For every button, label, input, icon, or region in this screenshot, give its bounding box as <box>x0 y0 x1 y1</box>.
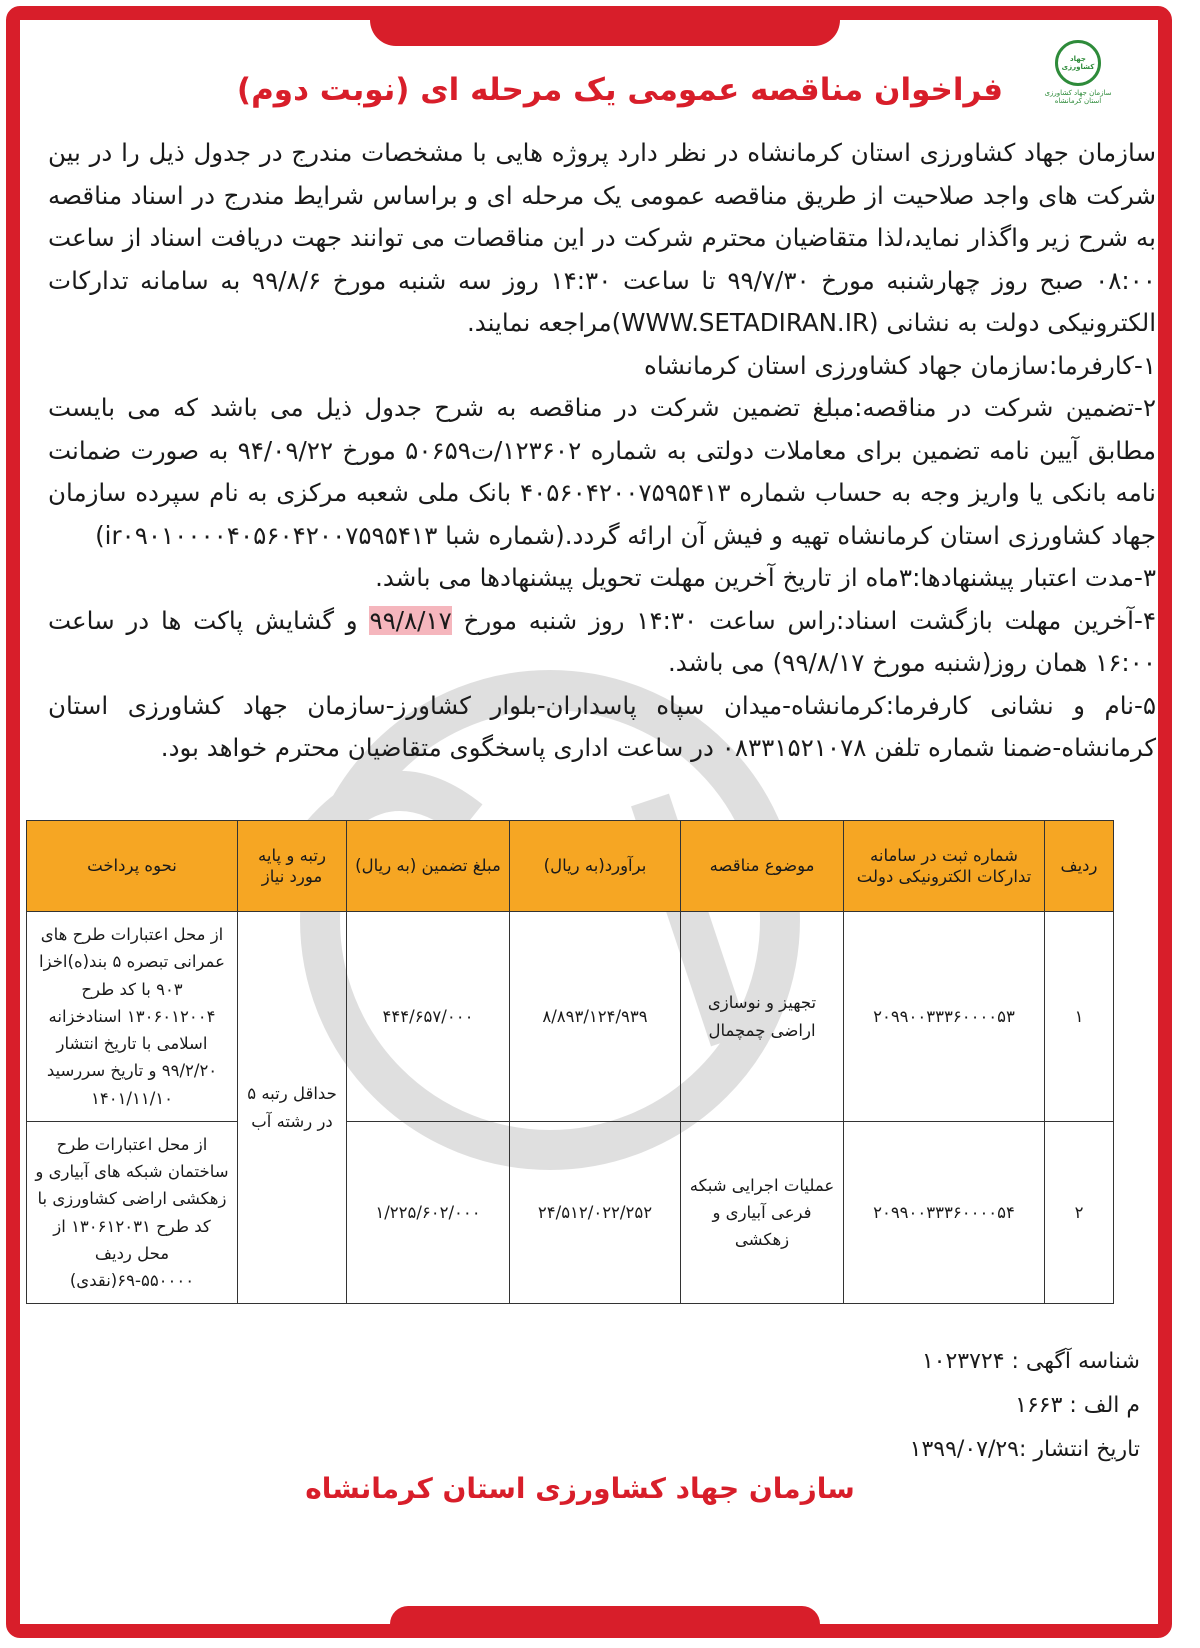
tender-table <box>26 820 1114 1304</box>
intro-paragraph: سازمان جهاد کشاورزی استان کرمانشاه در نظر دارد پروژه هایی با مشخصات مندرج در جدول ذیل را در بین شرکت های واجد صلاحیت از طریق مناقصه عمومی یک مرحله ای و براساس شرایط مندرج در اسناد مناقصه به شرح زیر واگذار نماید،لذا متقاضیان محترم شرکت در این مناقصات می توانند جهت دریافت اسناد از ساعت ۰۸:۰۰ صبح روز چهارشنبه مورخ ۹۹/۷/۳۰ تا ساعت ۱۴:۳۰ روز سه شنبه مورخ ۹۹/۸/۶ به سامانه تدارکات الکترونیکی دولت به نشانی (WWW.SETADIRAN.IR)مراجعه نمایند. <box>48 138 1156 337</box>
header-estimate: برآورد(به ریال) <box>510 821 681 912</box>
notice-body <box>48 132 1156 770</box>
ad-id: شناسه آگهی : ۱۰۲۳۷۲۴ <box>921 1349 1140 1374</box>
cell-registration: ۲۰۹۹۰۰۳۳۳۶۰۰۰۰۵۳ <box>844 912 1045 1122</box>
cell-estimate: ۸/۸۹۳/۱۲۴/۹۳۹ <box>510 912 681 1122</box>
footer-meta <box>910 1340 1140 1472</box>
frame-top-tab <box>370 20 840 46</box>
clause-validity: ۳-مدت اعتبار پیشنهادها:۳ماه از تاریخ آخرین مهلت تحویل پیشنهادها می باشد. <box>375 563 1156 592</box>
header-grade: رتبه و پایه مورد نیاز <box>238 821 347 912</box>
deadline-date-highlight: ۹۹/۸/۱۷ <box>369 605 452 635</box>
cell-guarantee: ۴۴۴/۶۵۷/۰۰۰ <box>347 912 510 1122</box>
logo-org-text: سازمان جهاد کشاورزی استان کرمانشاه <box>1044 89 1112 106</box>
cell-subject: تجهیز و نوسازی اراضی چمچمال <box>681 912 844 1122</box>
ad-code: م الف : ۱۶۶۳ <box>1015 1393 1140 1418</box>
cell-guarantee: ۱/۲۲۵/۶۰۲/۰۰۰ <box>347 1122 510 1304</box>
header-subject: موضوع مناقصه <box>681 821 844 912</box>
table-row <box>27 1122 1114 1304</box>
clause-guarantee: ۲-تضمین شرکت در مناقصه:مبلغ تضمین شرکت در مناقصه به شرح جدول ذیل می باشد که می بایست مطابق آیین نامه تضمین برای معاملات دولتی به شماره ۱۲۳۶۰۲/ت۵۰۶۵۹ مورخ ۹۴/۰۹/۲۲ به صورت ضمانت نامه بانکی یا واریز وجه به حساب شماره ۴۰۵۶۰۴۲۰۰۷۵۹۵۴۱۳ بانک ملی شعبه مرکزی به نام سپرده سازمان جهاد کشاورزی استان کرمانشاه تهیه و فیش آن ارائه گردد.(شماره شبا ir۰۹۰۱۰۰۰۰۴۰۵۶۰۴۲۰۰۷۵۹۵۴۱۳) <box>48 393 1156 550</box>
clause-employer: ۱-کارفرما:سازمان جهاد کشاورزی استان کرمانشاه <box>643 350 1156 380</box>
notice-title: فراخوان مناقصه عمومی یک مرحله ای (نوبت دوم) <box>236 72 1004 108</box>
cell-estimate: ۲۴/۵۱۲/۰۲۲/۲۵۲ <box>510 1122 681 1304</box>
table-row <box>27 912 1114 1122</box>
header-registration: شماره ثبت در سامانه تدارکات الکترونیکی دولت <box>844 821 1045 912</box>
header-payment: نحوه پرداخت <box>27 821 238 912</box>
frame-bottom-tab <box>390 1606 820 1624</box>
logo-main-text: جهاد کشاورزی <box>1061 55 1095 71</box>
publish-date: تاریخ انتشار :۱۳۹۹/۰۷/۲۹ <box>909 1437 1140 1462</box>
footer-organization: سازمان جهاد کشاورزی استان کرمانشاه <box>305 1472 855 1505</box>
header-guarantee: مبلغ تضمین (به ریال) <box>347 821 510 912</box>
table-header-row <box>27 821 1114 912</box>
cell-row-number: ۱ <box>1045 912 1114 1122</box>
clause-address: ۵-نام و نشانی کارفرما:کرمانشاه-میدان سپاه پاسداران-بلوار کشاورز-سازمان جهاد کشاورزی استان کرمانشاه-ضمنا شماره تلفن ۰۸۳۳۱۵۲۱۰۷۸ در ساعت اداری پاسخگوی متقاضیان محترم خواهد بود. <box>48 690 1156 762</box>
cell-row-number: ۲ <box>1045 1122 1114 1304</box>
cell-registration: ۲۰۹۹۰۰۳۳۳۶۰۰۰۰۵۴ <box>844 1122 1045 1304</box>
cell-subject: عملیات اجرایی شبکه فرعی آبیاری و زهکشی <box>681 1122 844 1304</box>
header-row-number: ردیف <box>1045 821 1114 912</box>
cell-grade: حداقل رتبه ۵ در رشته آب <box>238 912 347 1304</box>
cell-payment: از محل اعتبارات طرح های عمرانی تبصره ۵ بند(ه)اخزا ۹۰۳ با کد طرح ۱۳۰۶۰۱۲۰۰۴ اسنادخزانه اسلامی با تاریخ انتشار ۹۹/۲/۲۰ و تاریخ سررسید ۱۴۰۱/۱۱/۱۰ <box>27 912 238 1122</box>
cell-payment: از محل اعتبارات طرح ساختمان شبکه های آبیاری و زهکشی اراضی کشاورزی با کد طرح ۱۳۰۶۱۲۰۳۱ از محل ردیف ۵۵۰۰۰۰-۶۹(نقدی) <box>27 1122 238 1304</box>
clause-deadline: ۴-آخرین مهلت بازگشت اسناد:راس ساعت ۱۴:۳۰ روز شنبه مورخ ۹۹/۸/۱۷ و گشایش پاکت ها در ساعت ۱۶:۰۰ همان روز(شنبه مورخ ۹۹/۸/۱۷) می باشد. <box>48 605 1156 677</box>
